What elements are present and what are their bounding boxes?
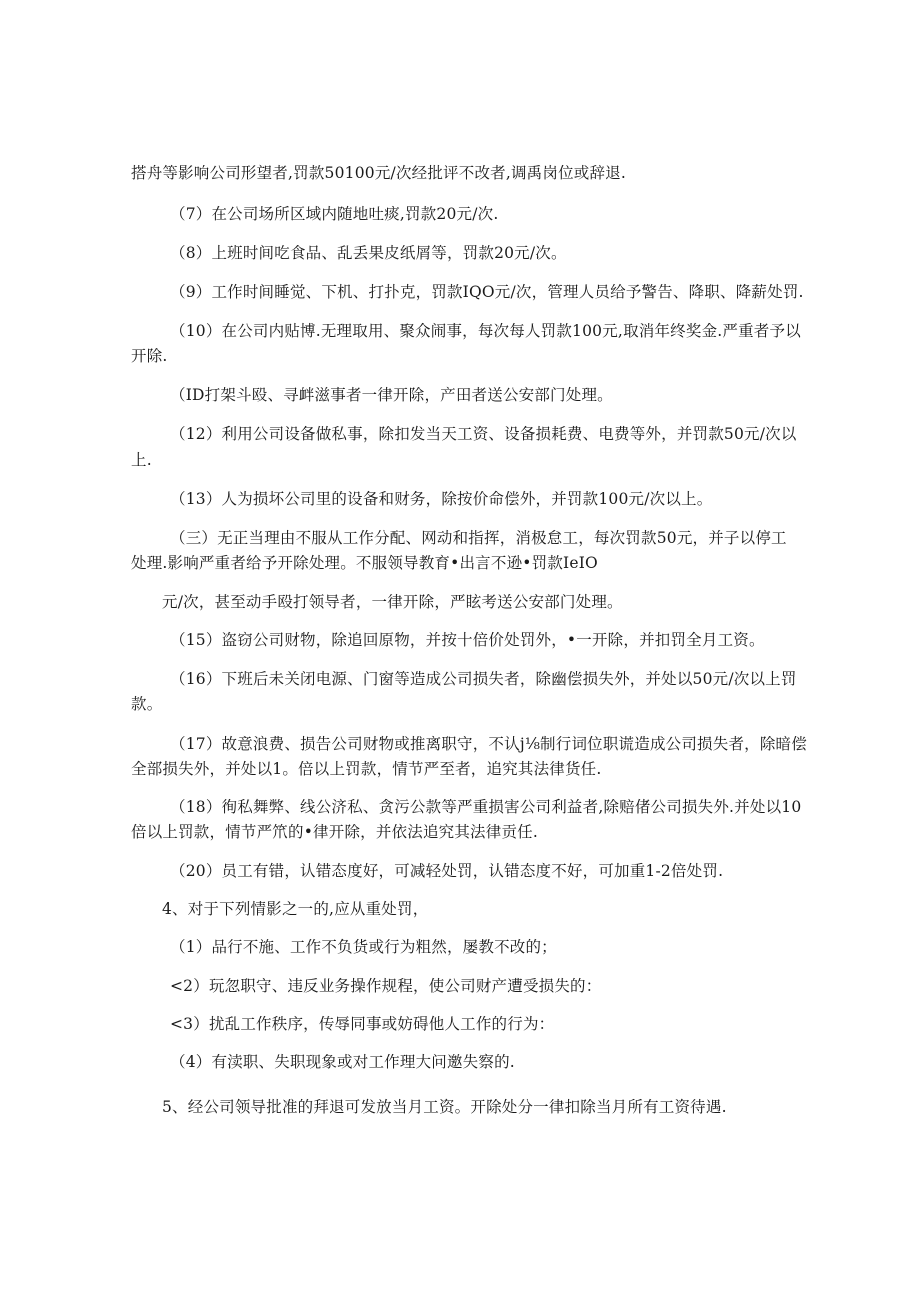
text-line: （18）徇私舞弊、线公济私、贪污公款等严重损害公司利益者,除赔偖公司损失外.并处以10 [170,798,802,816]
text-line: 全部损失外，并处以1。倍以上罚款，情节严至者，追究其法律货任. [131,760,602,778]
text-line: （10）在公司内贴博.无理取用、聚众闹事，每次每人罚款100元,取消年终奖金.严重者予以 [170,322,801,340]
text-line: （12）利用公司设备做私事，除扣发当天工资、设备损耗费、电费等外，并罚款50元/次以 [170,425,797,443]
text-line: 元/次，甚至动手殴打领导者，一律开除，严眩考送公安部门处理。 [162,593,623,611]
text-line: （16）下班后未关闭电源、门窗等造成公司损失者，除幽偿损失外，并处以50元/次以上罚 [170,670,797,688]
text-line: （9）工作时间睡觉、下机、打扑克，罚款IQO元/次，管理人员给予警告、降职、降薪处罚. [170,283,804,301]
text-line: （ID打架斗殴、寻衅滋事者一律开除，产田者送公安部门处理。 [170,386,613,404]
text-line: （三）无正当理由不服从工作分配、网动和指挥，消极怠工，每次罚款50元，并子以停工 [170,529,787,547]
text-line: （8）上班时间吃食品、乱丢果皮纸屑等，罚款20元/次。 [170,244,567,262]
text-line: （4）有渎职、失职现象或对工作理大问邀失察的. [170,1053,515,1071]
text-line: （17）故意浪费、损告公司财物或推离职守，不认j⅛制行词位职谎造成公司损失者，除暗偿 [170,735,807,753]
text-line: 4、对于下列情影之一的,应从重处罚， [162,900,429,918]
text-line: （1）品行不施、工作不负货或行为粗然，屡教不改的； [170,938,557,956]
text-line: （15）盗窃公司财物，除追回原物，并按十倍价处罚外，•一开除，并扣罚全月工资。 [170,631,765,649]
text-line: 5、经公司领导批准的拜退可发放当月工资。开除处分一律扣除当月所有工资待遇. [162,1098,727,1116]
text-line: 搭舟等影响公司形望者,罚款50100元/次经批评不改者,调禹岗位或辞退. [131,164,627,182]
text-line: 款。 [131,695,163,713]
text-line: （13）人为损坏公司里的设备和财务，除按价命偿外，并罚款100元/次以上。 [170,490,713,508]
text-line: （20）员工有错，认错态度好，可减轻处罚，认错态度不好，可加重1-2倍处罚. [170,862,724,880]
text-line: 上. [131,451,152,469]
text-line: 处理.影响严重者给予开除处理。不服领导教育•出言不逊•罚款IeIO [131,554,598,572]
text-line: <3）扰乱工作秩序，传辱同事或妨碍他人工作的行为： [170,1015,555,1033]
text-line: 倍以上罚款，情节严笊的•律开除，并依法追究其法律贡任. [131,823,538,841]
text-line: <2）玩忽职守、违反业务操作规程，使公司财产遭受损失的： [170,977,602,995]
text-line: （7）在公司场所区域内随地吐痰,罚款20元/次. [170,205,499,223]
text-line: 开除. [131,347,168,365]
